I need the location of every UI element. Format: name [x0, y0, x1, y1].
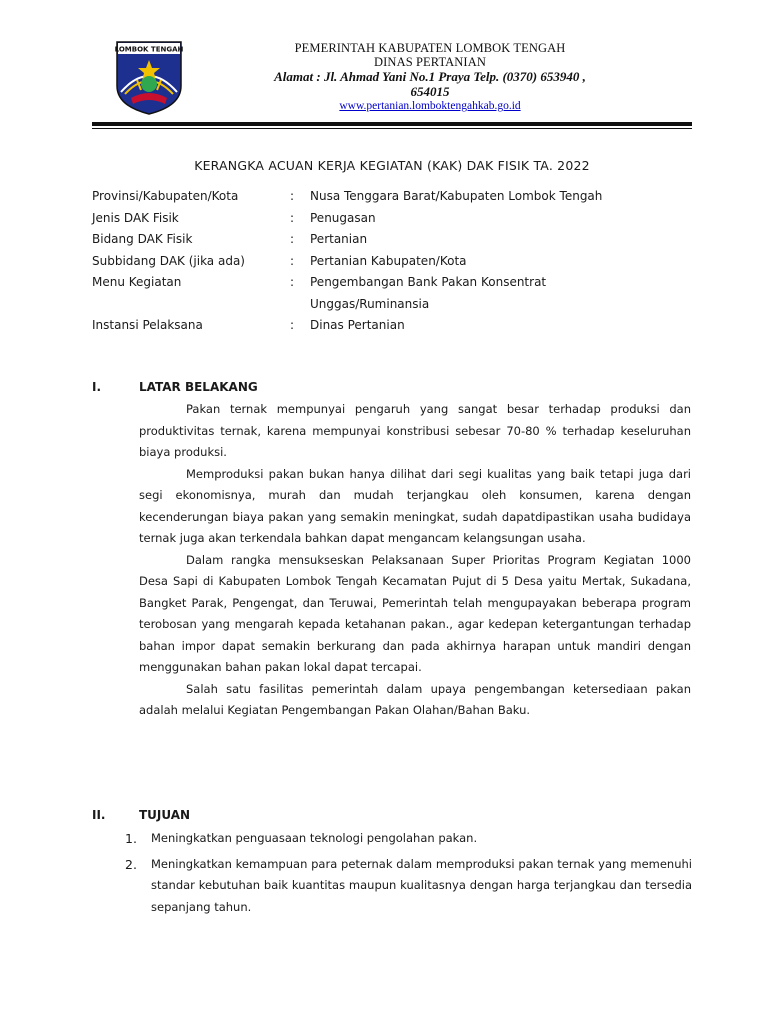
- info-row: [92, 251, 692, 273]
- letterhead-divider-thick: [92, 122, 692, 126]
- info-label: Bidang DAK Fisik: [92, 232, 193, 246]
- list-text: Meningkatkan kemampuan para peternak dalam memproduksi pakan ternak yang memenuhi standar kebutuhan baik kuantitas maupun kualitasnya dengan harga terjangkau dan tersedia sepanjang tahun.: [151, 856, 692, 914]
- info-colon: :: [290, 275, 295, 289]
- address-line-2: 654015: [410, 84, 450, 99]
- info-row: [92, 208, 692, 230]
- info-label: Instansi Pelaksana: [92, 318, 203, 332]
- section-number: I.: [92, 380, 102, 394]
- list-item: [125, 828, 692, 850]
- paragraph: Memproduksi pakan bukan hanya dilihat dari segi kualitas yang baik tetapi juga dari segi ekonomisnya, murah dan mudah terjangkau oleh konsumen, karena dengan kecenderungan biaya pakan yang semakin meningkat, sudah dapatdipastikan usaha budidaya ternak juga akan terkendala bahkan dapat mengancam kelangsungan usaha.: [139, 466, 691, 545]
- info-value: Pertanian: [310, 232, 368, 246]
- info-value: Pertanian Kabupaten/Kota: [310, 253, 467, 268]
- government-name: PEMERINTAH KABUPATEN LOMBOK TENGAH: [294, 41, 566, 55]
- section-number: II.: [92, 808, 106, 822]
- logo-label: LOMBOK TENGAH: [115, 45, 183, 54]
- info-value: Penugasan: [310, 210, 376, 225]
- website-link[interactable]: www.pertanian.lomboktengahkab.go.id: [339, 100, 521, 112]
- info-row: [92, 229, 692, 251]
- objectives-list: [125, 828, 692, 922]
- section-title: LATAR BELAKANG: [139, 380, 258, 394]
- paragraph: Dalam rangka mensukseskan Pelaksanaan Super Prioritas Program Kegiatan 1000 Desa Sapi di Kabupaten Lombok Tengah Kecamatan Pujut di 5 Desa yaitu Mertak, Sukadana, Bangket Parak, Pengengat, dan Teruwai, Pemerintah telah mengupayakan beberapa program terobosan yang mengarah kepada ketahanan pakan., agar kedepan ketergantungan terhadap bahan impor dapat semakin berkurang dan pada akhirnya harapan untuk mandiri dengan menggunakan bahan pakan lokal dapat tercapai.: [139, 552, 691, 674]
- info-row: [92, 272, 692, 315]
- info-colon: :: [290, 318, 295, 332]
- list-number: 2.: [125, 856, 137, 872]
- info-table: [92, 186, 692, 337]
- info-colon: :: [290, 232, 295, 246]
- info-row: [92, 186, 692, 208]
- info-label: Menu Kegiatan: [92, 275, 182, 289]
- list-number: 1.: [125, 831, 137, 846]
- info-label: Subbidang DAK (jika ada): [92, 253, 245, 268]
- list-item: [125, 854, 692, 919]
- agency-name: DINAS PERTANIAN: [374, 55, 486, 69]
- list-text: Meningkatkan penguasaan teknologi pengolahan pakan.: [151, 831, 478, 845]
- info-value: Pengembangan Bank Pakan Konsentrat Unggas/Ruminansia: [310, 275, 547, 311]
- document-title: KERANGKA ACUAN KERJA KEGIATAN (KAK) DAK FISIK TA. 2022: [194, 158, 590, 173]
- paragraph: Pakan ternak mempunyai pengaruh yang sangat besar terhadap produksi dan produktivitas ternak, karena mempunyai konstribusi sebesar 70-80 % terhadap keseluruhan biaya produksi.: [139, 402, 691, 459]
- section-heading-latar-belakang: [92, 380, 258, 394]
- info-colon: :: [290, 210, 295, 225]
- info-row: [92, 315, 692, 337]
- regency-logo: [115, 40, 183, 116]
- info-label: Jenis DAK Fisik: [92, 210, 179, 225]
- info-colon: :: [290, 253, 295, 268]
- section-title: TUJUAN: [139, 808, 191, 822]
- info-value: Dinas Pertanian: [310, 318, 405, 332]
- info-colon: :: [290, 189, 295, 203]
- info-value: Nusa Tenggara Barat/Kabupaten Lombok Tengah: [310, 189, 603, 203]
- section-heading-tujuan: [92, 808, 190, 822]
- section-body-latar-belakang: [139, 399, 691, 722]
- letterhead-divider-thin: [92, 128, 692, 129]
- paragraph: Salah satu fasilitas pemerintah dalam upaya pengembangan ketersediaan pakan adalah melalui Kegiatan Pengembangan Pakan Olahan/Bahan Baku.: [139, 681, 691, 717]
- info-label: Provinsi/Kabupaten/Kota: [92, 189, 239, 203]
- address-line: Alamat : Jl. Ahmad Yani No.1 Praya Telp. (0370) 653940 ,: [274, 69, 586, 84]
- letterhead: [200, 41, 660, 113]
